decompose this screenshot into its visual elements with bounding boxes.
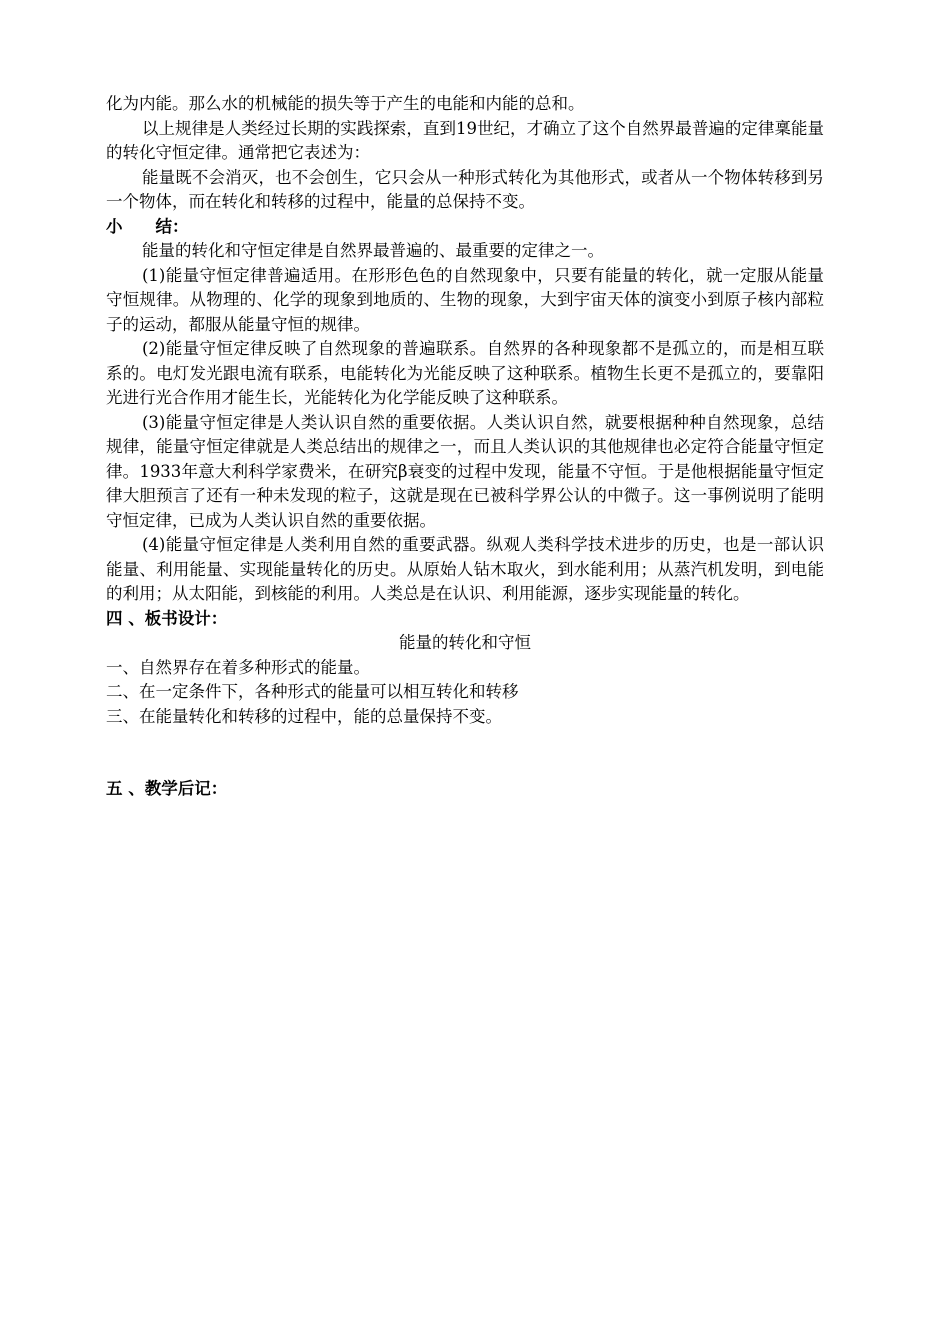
intro-paragraph-2: 以上规律是人类经过长期的实践探索，直到19世纪，才确立了这个自然界最普遍的定律稟能量的转化守恒定律。通常把它表述为：	[106, 118, 824, 162]
law-statement: 能量既不会消灭，也不会创生，它只会从一种形式转化为其他形式，或者从一个物体转移到另一个物体，而在转化和转移的过程中，能量的总保持不变。	[106, 167, 824, 211]
board-item-2: 二、在一定条件下，各种形式的能量可以相互转化和转移	[106, 682, 519, 701]
summary-point-3: (3)能量守恒定律是人类认识自然的重要依据。人类认识自然，就要根据种种自然现象，总结规律，能量守恒定律就是人类总结出的规律之一，而且人类认识的其他规律也必定符合能量守恒定律。1933年意大利科学家费米，在研究β衰变的过程中发现，能量不守恒。于是他根据能量守恒定律大胆预言了还有一种未发现的粒子，这就是现在已被科学界公认的中微子。这一事例说明了能明守恒定律，已成为人类认识自然的重要依据。	[106, 412, 824, 530]
summary-point-1: (1)能量守恒定律普遍适用。在形形色色的自然现象中，只要有能量的转化，就一定服从能量守恒规律。从物理的、化学的现象到地质的、生物的现象，大到宇宙天体的演变小到原子核内部粒子的运动，都服从能量守恒的规律。	[106, 265, 824, 334]
summary-lead: 能量的转化和守恒定律是自然界最普遍的、最重要的定律之一。	[142, 241, 604, 260]
board-title: 能量的转化和守恒	[399, 633, 531, 652]
board-design-heading: 四 、板书设计：	[106, 608, 228, 628]
reflection-heading: 五 、教学后记：	[106, 779, 228, 798]
board-item-3: 三、在能量转化和转移的过程中，能的总量保持不变。	[106, 706, 502, 726]
summary-point-4: (4)能量守恒定律是人类利用自然的重要武器。纵观人类科学技术进步的历史，也是一部认识能量、利用能量、实现能量转化的历史。从原始人钻木取火，到水能利用；从蒸汽机发明，到电能的利用；从太阳能，到核能的利用。人类总是在认识、利用能源，逐步实现能量的转化。	[106, 535, 824, 603]
document-body	[106, 92, 824, 802]
summary-heading: 小 结：	[106, 216, 189, 236]
spacer	[106, 729, 824, 777]
board-item-1: 一、自然界存在着多种形式的能量。	[106, 657, 370, 677]
intro-paragraph-1: 化为内能。那么水的机械能的损失等于产生的电能和内能的总和。	[106, 94, 585, 113]
summary-point-2: (2)能量守恒定律反映了自然现象的普遍联系。自然界的各种现象都不是孤立的，而是相互联系的。电灯发光跟电流有联系，电能转化为光能反映了这种联系。植物生长更不是孤立的，要靠阳光进行光合作用才能生长，光能转化为化学能反映了这种联系。	[106, 339, 824, 407]
